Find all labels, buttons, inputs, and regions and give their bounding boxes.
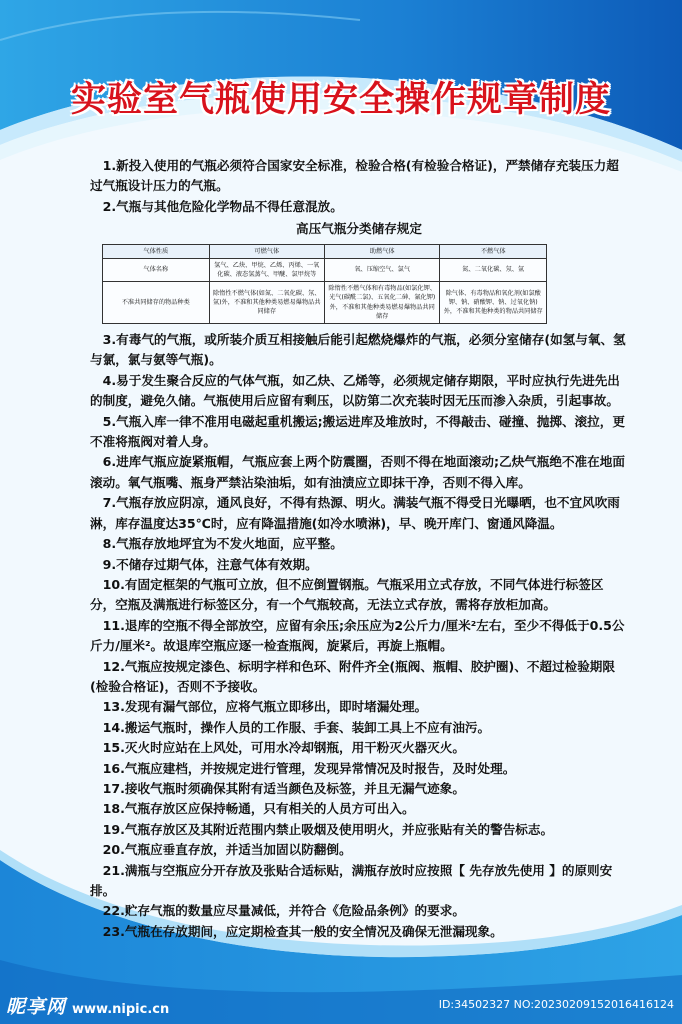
paragraph-18: 18.气瓶存放区应保持畅通，只有相关的人员方可出入。: [102, 801, 415, 817]
paragraph-3: 3.有毒气的气瓶，或所装介质互相接触后能引起燃烧爆炸的气瓶，必须分室储存(如氢与氧、氢与氯，氯与氨等气瓶)。: [90, 332, 626, 368]
table-header-row: [103, 244, 547, 258]
paragraph-22: 22.贮存气瓶的数量应尽量减低，并符合《危险品条例》的要求。: [102, 903, 465, 919]
paragraph-21: 21.满瓶与空瓶应分开存放及张贴合适标贴，满瓶存放时应按照【 先存放先使用 】的原则安排。: [90, 862, 613, 899]
paragraph-6: 6.进库气瓶应旋紧瓶帽，气瓶应套上两个防震圈，否则不得在地面滚动;乙炔气瓶绝不准在地面滚动。氧气瓶嘴、瓶身严禁沾染油垢，如有油渍应立即抹干净，否则不得入库。: [90, 454, 625, 490]
table-cell: 除惰性不燃气体和有毒物品(如氯化钾、光气(碳酰二氯)、五氧化二砷、氰化钾)外，不准和其他种类易燃易爆物品共同储存: [324, 282, 439, 324]
regulation-content: [90, 156, 628, 942]
watermark-id: ID:34502327 NO:20230209152016416124: [438, 998, 674, 1011]
table-header-cell: 气体性质: [103, 244, 210, 258]
table-cell: 氢气、乙炔、甲烷、乙烯、丙烯、一氧化碳、液态氢蒸气、甲醚、氯甲烷等: [209, 258, 324, 281]
table-row: [103, 258, 547, 281]
paragraph-19: 19.气瓶存放区及其附近范围内禁止吸烟及使用明火，并应张贴有关的警告标志。: [102, 821, 554, 837]
paragraph-5: 5.气瓶入库一律不准用电磁起重机搬运;搬运进库及堆放时，不得敲击、碰撞、抛掷、滚拉，更不准将瓶阀对着人身。: [90, 413, 625, 450]
table-title: 高压气瓶分类储存规定: [296, 221, 422, 237]
paragraph-7: 7.气瓶存放应阴凉，通风良好，不得有热源、明火。满装气瓶不得受日光曝晒，也不宜风吹雨淋，库存温度达35℃时，应有降温措施(如冷水喷淋)，早、晚开库门、窗通风降温。: [90, 495, 620, 531]
paragraph-9: 9.不储存过期气体，注意气体有效期。: [102, 556, 318, 572]
paragraph-16: 16.气瓶应建档，并按规定进行管理，发现异常情况及时报告，及时处理。: [102, 760, 516, 776]
paragraph-1: 1.新投入使用的气瓶必须符合国家安全标准，检验合格(有检验合格证)，严禁储存充装压力超过气瓶设计压力的气瓶。: [90, 158, 619, 194]
table-header-cell: 助燃气体: [324, 244, 439, 258]
paragraph-15: 15.灭火时应站在上风处，可用水冷却钢瓶，用干粉灭火器灭火。: [102, 740, 465, 756]
table-row-label: 气体名称: [103, 258, 210, 281]
watermark-url: www.nipic.cn: [72, 1002, 170, 1017]
table-cell: 除气体、有毒物品和氧化剂(如氯酸钾、钠、硝酸钾、钠、过氧化钠)外，不准和其他种类的物品共同储存: [440, 282, 547, 324]
page-title: 实验室气瓶使用安全操作规章制度: [70, 79, 611, 120]
paragraph-17: 17.接收气瓶时须确保其附有适当颜色及标签，并且无漏气迹象。: [102, 780, 465, 796]
paragraph-11: 11.退库的空瓶不得全部放空，应留有余压;余压应为2公斤力/厘米²左右，至少不得低于0.5公斤力/厘米²。故退库空瓶应逐一检查瓶阀，旋紧后，再旋上瓶帽。: [90, 617, 625, 654]
watermark-brand: [6, 992, 169, 1019]
table-row-label: 不准共同储存的物品种类: [103, 282, 210, 324]
table-row: [103, 282, 547, 324]
paragraph-13: 13.发现有漏气部位，应将气瓶立即移出，即时堵漏处理。: [102, 699, 428, 715]
table-cell: 氧、压缩空气、氯气: [324, 258, 439, 281]
gas-classification-table: [102, 244, 547, 324]
paragraph-2: 2.气瓶与其他危险化学物品不得任意混放。: [102, 198, 343, 214]
table-header-cell: 不燃气体: [440, 244, 547, 258]
paragraph-10: 10.有固定框架的气瓶可立放，但不应倒置钢瓶。气瓶采用立式存放，不同气体进行标签区分，空瓶及满瓶进行标签区分，有一个气瓶较高，无法立式存放，需将存放柜加高。: [90, 576, 604, 613]
table-cell: 除惰性不燃气体(如氮、二氧化碳、氖、氩)外，不准和其他种类易燃易爆物品共同储存: [209, 282, 324, 324]
paragraph-23: 23.气瓶在存放期间，应定期检查其一般的安全情况及确保无泄漏现象。: [102, 923, 503, 939]
paragraph-4: 4.易于发生聚合反应的气体气瓶，如乙炔、乙烯等，必须规定储存期限，平时应执行先进先出的制度，避免久储。气瓶使用后应留有剩压，以防第二次充装时因无压而渗入杂质，引起事故。: [90, 372, 620, 409]
paragraph-14: 14.搬运气瓶时，操作人员的工作服、手套、装卸工具上不应有油污。: [102, 719, 491, 735]
paragraph-8: 8.气瓶存放地坪宜为不发火地面，应平整。: [102, 536, 343, 552]
watermark-brand-text: 昵享网: [6, 996, 67, 1018]
table-header-cell: 可燃气体: [209, 244, 324, 258]
paragraph-12: 12.气瓶应按规定漆色、标明字样和色环、附件齐全(瓶阀、瓶帽、胶护圈)、不超过检验期限(检验合格证)，否则不予接收。: [90, 658, 615, 694]
table-cell: 氮、二氧化碳、氖、氩: [440, 258, 547, 281]
paragraph-20: 20.气瓶应垂直存放，并适当加固以防翻倒。: [102, 842, 352, 858]
